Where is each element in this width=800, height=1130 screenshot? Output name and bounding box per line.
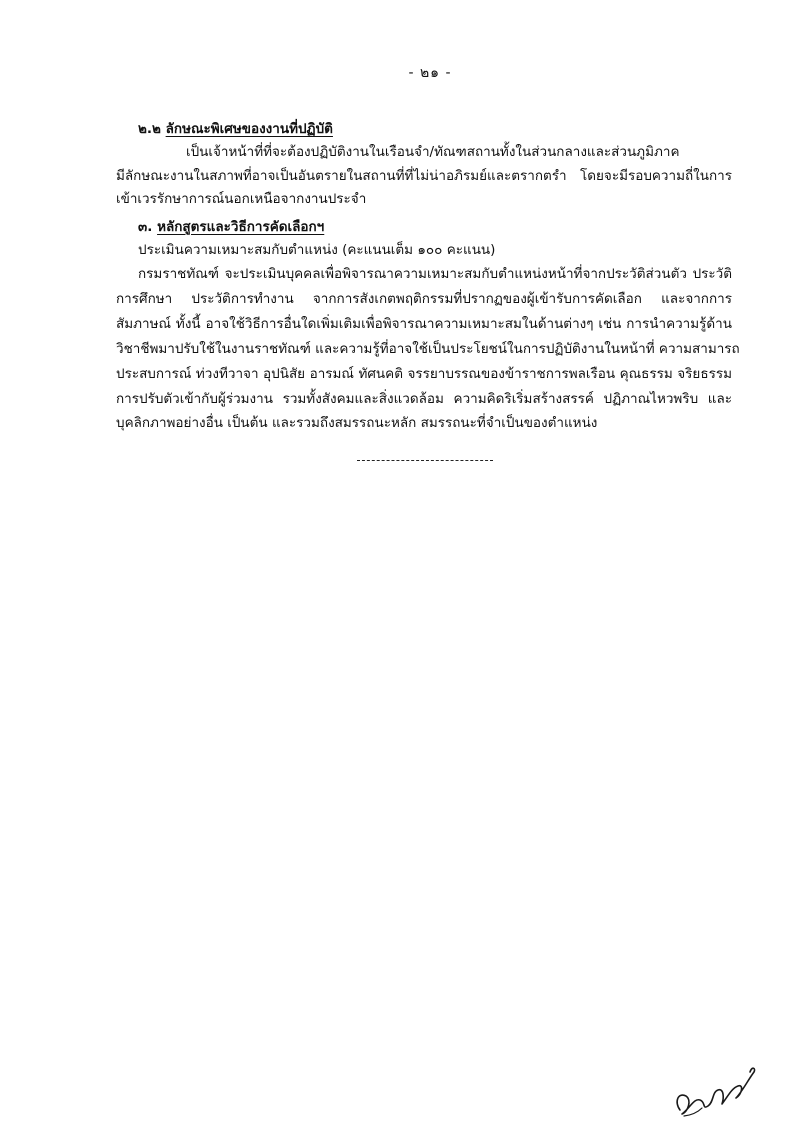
section-3-line-5: ประสบการณ์ ท่วงทีวาจา อุปนิสัย อารมณ์ ทัศนคติ จรรยาบรรณของข้าราชการพลเรือน คุณธรรม จริยธรรม [116, 366, 732, 382]
section-3-line-3: สัมภาษณ์ ทั้งนี้ อาจใช้วิธีการอื่นใดเพิ่มเติมเพื่อพิจารณาความเหมาะสมในด้านต่างๆ เช่น การนำความรู้ด้าน [116, 316, 732, 332]
signature-initials [672, 1058, 762, 1122]
section-3-number: ๓. [138, 219, 153, 235]
end-divider [357, 460, 493, 461]
section-3-heading [138, 218, 324, 236]
section-3-line-6: การปรับตัวเข้ากับผู้ร่วมงาน รวมทั้งสังคมและสิ่งแวดล้อม ความคิดริเริ่มสร้างสรรค์ ปฏิภาณไหวพริบ และ [116, 391, 732, 407]
section-3-line-2: การศึกษา ประวัติการทำงาน จากการสังเกตพฤติกรรมที่ปรากฏของผู้เข้ารับการคัดเลือก และจากการ [116, 291, 732, 307]
page-number: - ๒๑ - [408, 65, 452, 81]
section-2-2-number: ๒.๒ [138, 121, 161, 137]
section-2-2-title: ลักษณะพิเศษของงานที่ปฏิบัติ [165, 121, 333, 137]
section-2-2-heading [138, 120, 333, 138]
section-3-subtitle: ประเมินความเหมาะสมกับตำแหน่ง (คะแนนเต็ม ๑๐๐ คะแนน) [138, 242, 496, 258]
section-2-2-line-2: มีลักษณะงานในสภาพที่อาจเป็นอันตรายในสถานที่ที่ไม่น่าอภิรมย์และตรากตรำ โดยจะมีรอบความถี่ในการ [116, 168, 732, 184]
section-3-title: หลักสูตรและวิธีการคัดเลือกฯ [157, 219, 325, 235]
section-3-line-7: บุคลิกภาพอย่างอื่น เป็นต้น และรวมถึงสมรรถนะหลัก สมรรถนะที่จำเป็นของตำแหน่ง [116, 415, 598, 431]
section-3-line-1: กรมราชทัณฑ์ จะประเมินบุคคลเพื่อพิจารณาความเหมาะสมกับตำแหน่งหน้าที่จากประวัติส่วนตัว ประวัติ [138, 266, 732, 282]
section-2-2-line-3: เข้าเวรรักษาการณ์นอกเหนือจากงานประจำ [116, 191, 367, 207]
section-3-line-4: วิชาชีพมาปรับใช้ในงานราชทัณฑ์ และความรู้ที่อาจใช้เป็นประโยชน์ในการปฏิบัติงานในหน้าที่ ความสามารถ [116, 341, 740, 357]
section-2-2-line-1: เป็นเจ้าหน้าที่ที่จะต้องปฏิบัติงานในเรือนจำ/ทัณฑสถานทั้งในส่วนกลางและส่วนภูมิภาค [186, 144, 680, 160]
